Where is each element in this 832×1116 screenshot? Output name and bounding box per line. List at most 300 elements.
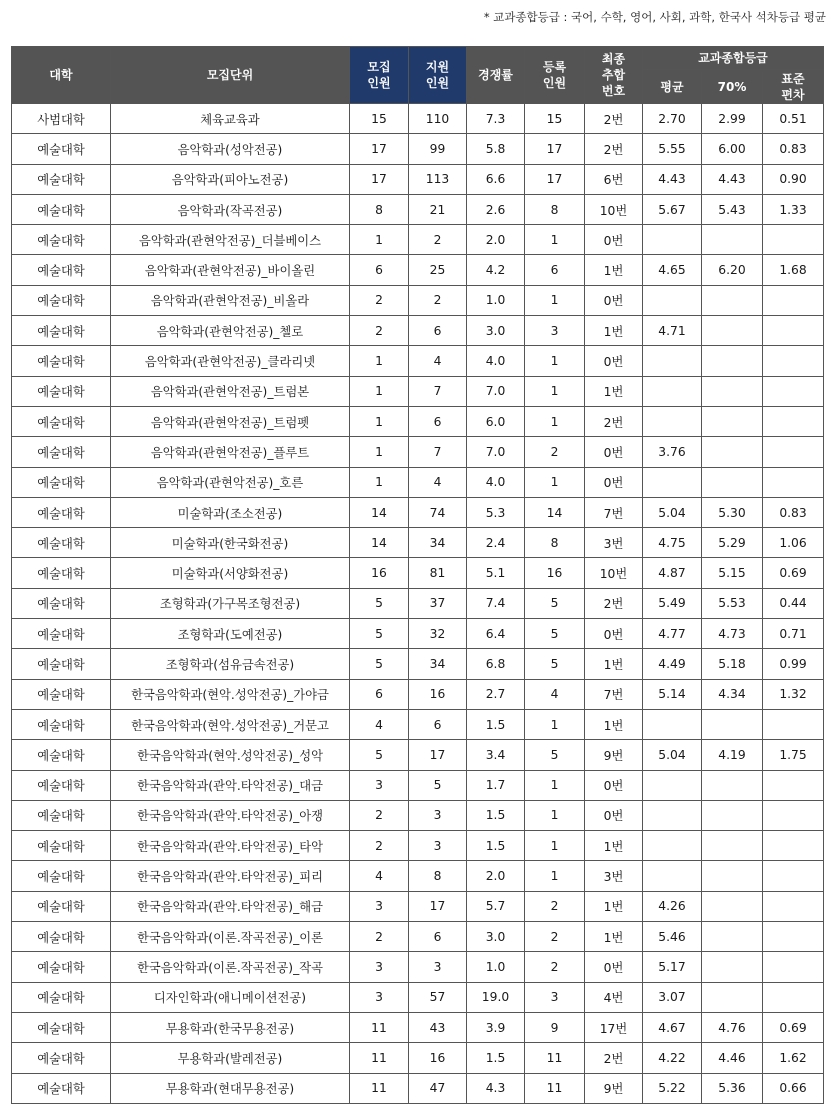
cell-ratio: 6.0 [467, 406, 525, 436]
cell-unit: 조형학과(섬유금속전공) [111, 649, 350, 679]
cell-grade-70-percent [702, 831, 763, 861]
cell-university: 예술대학 [12, 1012, 111, 1042]
cell-university: 예술대학 [12, 467, 111, 497]
cell-unit: 한국음악학과(관악.타악전공)_피리 [111, 861, 350, 891]
cell-ratio: 1.0 [467, 952, 525, 982]
cell-unit: 음악학과(성악전공) [111, 134, 350, 164]
header-final-rank: 최종 추합 번호 [585, 47, 643, 104]
cell-final-rank: 9번 [585, 740, 643, 770]
cell-grade-std [763, 861, 824, 891]
cell-unit: 음악학과(작곡전공) [111, 194, 350, 224]
cell-grade-70-percent: 5.30 [702, 497, 763, 527]
cell-grade-std: 0.44 [763, 588, 824, 618]
cell-final-rank: 0번 [585, 225, 643, 255]
cell-unit: 음악학과(관현악전공)_트럼본 [111, 376, 350, 406]
cell-grade-70-percent: 4.19 [702, 740, 763, 770]
cell-unit: 음악학과(관현악전공)_플루트 [111, 437, 350, 467]
cell-ratio: 7.4 [467, 588, 525, 618]
cell-ratio: 1.5 [467, 800, 525, 830]
cell-applicants: 4 [409, 467, 467, 497]
cell-applicants: 21 [409, 194, 467, 224]
table-row [12, 709, 824, 739]
cell-enrolled: 17 [525, 134, 585, 164]
cell-enrolled: 1 [525, 285, 585, 315]
cell-unit: 한국음악학과(관악.타악전공)_해금 [111, 891, 350, 921]
grade-footnote: * 교과종합등급 : 국어, 수학, 영어, 사회, 과학, 한국사 석차등급 평균 [483, 10, 826, 24]
cell-quota: 1 [350, 467, 409, 497]
cell-grade-average: 3.76 [643, 437, 702, 467]
cell-enrolled: 5 [525, 588, 585, 618]
cell-unit: 미술학과(한국화전공) [111, 528, 350, 558]
cell-ratio: 3.9 [467, 1012, 525, 1042]
cell-ratio: 5.1 [467, 558, 525, 588]
cell-grade-average: 4.65 [643, 255, 702, 285]
cell-enrolled: 11 [525, 1073, 585, 1103]
cell-applicants: 32 [409, 619, 467, 649]
cell-enrolled: 14 [525, 497, 585, 527]
table-row [12, 194, 824, 224]
cell-unit: 한국음악학과(현악.성악전공)_거문고 [111, 709, 350, 739]
cell-grade-std: 1.06 [763, 528, 824, 558]
cell-grade-std [763, 922, 824, 952]
cell-grade-average: 5.67 [643, 194, 702, 224]
cell-university: 예술대학 [12, 861, 111, 891]
cell-quota: 15 [350, 104, 409, 134]
cell-applicants: 25 [409, 255, 467, 285]
table-row [12, 528, 824, 558]
cell-quota: 16 [350, 558, 409, 588]
cell-enrolled: 1 [525, 709, 585, 739]
table-row [12, 861, 824, 891]
cell-quota: 17 [350, 134, 409, 164]
cell-grade-std [763, 316, 824, 346]
cell-final-rank: 0번 [585, 285, 643, 315]
cell-grade-70-percent [702, 406, 763, 436]
cell-quota: 6 [350, 255, 409, 285]
cell-unit: 무용학과(발레전공) [111, 1043, 350, 1073]
table-row [12, 1043, 824, 1073]
cell-final-rank: 7번 [585, 497, 643, 527]
cell-grade-std: 0.83 [763, 497, 824, 527]
cell-applicants: 34 [409, 649, 467, 679]
cell-unit: 미술학과(조소전공) [111, 497, 350, 527]
cell-enrolled: 2 [525, 952, 585, 982]
cell-ratio: 4.0 [467, 346, 525, 376]
cell-grade-70-percent: 6.20 [702, 255, 763, 285]
table-row [12, 770, 824, 800]
table-row [12, 346, 824, 376]
cell-enrolled: 5 [525, 649, 585, 679]
cell-ratio: 5.3 [467, 497, 525, 527]
cell-final-rank: 4번 [585, 982, 643, 1012]
cell-quota: 2 [350, 316, 409, 346]
cell-final-rank: 3번 [585, 528, 643, 558]
cell-ratio: 1.5 [467, 831, 525, 861]
cell-grade-std [763, 467, 824, 497]
cell-enrolled: 11 [525, 1043, 585, 1073]
cell-enrolled: 16 [525, 558, 585, 588]
cell-ratio: 4.3 [467, 1073, 525, 1103]
cell-grade-std: 0.69 [763, 1012, 824, 1042]
cell-enrolled: 2 [525, 922, 585, 952]
cell-ratio: 2.7 [467, 679, 525, 709]
cell-ratio: 1.5 [467, 1043, 525, 1073]
cell-university: 사범대학 [12, 104, 111, 134]
cell-unit: 체육교육과 [111, 104, 350, 134]
cell-grade-std [763, 285, 824, 315]
header-quota: 모집 인원 [350, 47, 409, 104]
cell-quota: 4 [350, 861, 409, 891]
cell-applicants: 3 [409, 800, 467, 830]
cell-university: 예술대학 [12, 619, 111, 649]
cell-enrolled: 17 [525, 164, 585, 194]
cell-applicants: 6 [409, 316, 467, 346]
table-row [12, 982, 824, 1012]
cell-unit: 한국음악학과(이론.작곡전공)_작곡 [111, 952, 350, 982]
cell-quota: 5 [350, 740, 409, 770]
cell-final-rank: 3번 [585, 861, 643, 891]
cell-final-rank: 0번 [585, 467, 643, 497]
cell-unit: 한국음악학과(관악.타악전공)_아쟁 [111, 800, 350, 830]
cell-grade-std [763, 831, 824, 861]
cell-grade-70-percent: 5.15 [702, 558, 763, 588]
cell-applicants: 2 [409, 225, 467, 255]
cell-applicants: 6 [409, 709, 467, 739]
cell-quota: 8 [350, 194, 409, 224]
header-grade-average: 평균 [643, 70, 702, 104]
cell-applicants: 16 [409, 1043, 467, 1073]
cell-enrolled: 1 [525, 831, 585, 861]
cell-grade-std [763, 376, 824, 406]
cell-final-rank: 1번 [585, 255, 643, 285]
cell-grade-70-percent: 5.18 [702, 649, 763, 679]
cell-university: 예술대학 [12, 891, 111, 921]
cell-enrolled: 8 [525, 528, 585, 558]
cell-grade-70-percent [702, 346, 763, 376]
table-row [12, 316, 824, 346]
cell-final-rank: 0번 [585, 770, 643, 800]
cell-university: 예술대학 [12, 406, 111, 436]
table-row [12, 164, 824, 194]
cell-grade-average [643, 831, 702, 861]
cell-grade-average: 4.77 [643, 619, 702, 649]
cell-unit: 음악학과(피아노전공) [111, 164, 350, 194]
cell-quota: 14 [350, 528, 409, 558]
cell-grade-std [763, 406, 824, 436]
cell-grade-std [763, 770, 824, 800]
cell-grade-70-percent: 5.43 [702, 194, 763, 224]
cell-university: 예술대학 [12, 679, 111, 709]
cell-enrolled: 15 [525, 104, 585, 134]
cell-grade-std [763, 800, 824, 830]
cell-ratio: 6.4 [467, 619, 525, 649]
cell-university: 예술대학 [12, 194, 111, 224]
cell-grade-70-percent: 5.36 [702, 1073, 763, 1103]
cell-grade-average: 5.04 [643, 740, 702, 770]
cell-unit: 한국음악학과(현악.성악전공)_성악 [111, 740, 350, 770]
cell-applicants: 34 [409, 528, 467, 558]
cell-applicants: 81 [409, 558, 467, 588]
cell-grade-average: 4.43 [643, 164, 702, 194]
cell-final-rank: 6번 [585, 164, 643, 194]
cell-final-rank: 10번 [585, 194, 643, 224]
cell-ratio: 1.0 [467, 285, 525, 315]
cell-final-rank: 0번 [585, 346, 643, 376]
table-row [12, 437, 824, 467]
cell-grade-std [763, 709, 824, 739]
cell-applicants: 43 [409, 1012, 467, 1042]
cell-grade-70-percent [702, 285, 763, 315]
cell-applicants: 16 [409, 679, 467, 709]
cell-university: 예술대학 [12, 497, 111, 527]
cell-quota: 1 [350, 437, 409, 467]
cell-unit: 음악학과(관현악전공)_트럼펫 [111, 406, 350, 436]
cell-grade-70-percent: 4.73 [702, 619, 763, 649]
cell-final-rank: 1번 [585, 891, 643, 921]
cell-applicants: 110 [409, 104, 467, 134]
cell-university: 예술대학 [12, 225, 111, 255]
cell-quota: 4 [350, 709, 409, 739]
cell-applicants: 37 [409, 588, 467, 618]
cell-quota: 3 [350, 770, 409, 800]
header-university: 대학 [12, 47, 111, 104]
cell-quota: 5 [350, 619, 409, 649]
cell-unit: 음악학과(관현악전공)_비올라 [111, 285, 350, 315]
header-grade-70-percent: 70% [702, 70, 763, 104]
cell-grade-average: 2.70 [643, 104, 702, 134]
cell-grade-70-percent: 5.53 [702, 588, 763, 618]
cell-unit: 음악학과(관현악전공)_클라리넷 [111, 346, 350, 376]
cell-applicants: 113 [409, 164, 467, 194]
cell-enrolled: 2 [525, 891, 585, 921]
cell-final-rank: 1번 [585, 709, 643, 739]
cell-university: 예술대학 [12, 588, 111, 618]
cell-grade-70-percent [702, 709, 763, 739]
cell-grade-70-percent [702, 861, 763, 891]
cell-final-rank: 1번 [585, 649, 643, 679]
cell-unit: 한국음악학과(현악.성악전공)_가야금 [111, 679, 350, 709]
cell-grade-std: 1.32 [763, 679, 824, 709]
cell-unit: 무용학과(현대무용전공) [111, 1073, 350, 1103]
cell-enrolled: 5 [525, 619, 585, 649]
cell-grade-std: 1.68 [763, 255, 824, 285]
cell-university: 예술대학 [12, 346, 111, 376]
cell-grade-average [643, 225, 702, 255]
cell-ratio: 2.0 [467, 225, 525, 255]
cell-final-rank: 2번 [585, 406, 643, 436]
cell-ratio: 2.6 [467, 194, 525, 224]
cell-grade-average [643, 285, 702, 315]
cell-grade-average [643, 346, 702, 376]
cell-university: 예술대학 [12, 316, 111, 346]
cell-university: 예술대학 [12, 922, 111, 952]
cell-grade-average: 5.17 [643, 952, 702, 982]
cell-grade-70-percent [702, 376, 763, 406]
cell-university: 예술대학 [12, 1073, 111, 1103]
cell-final-rank: 10번 [585, 558, 643, 588]
cell-grade-average [643, 406, 702, 436]
cell-unit: 디자인학과(애니메이션전공) [111, 982, 350, 1012]
table-row [12, 800, 824, 830]
cell-enrolled: 1 [525, 467, 585, 497]
cell-ratio: 5.7 [467, 891, 525, 921]
cell-enrolled: 2 [525, 437, 585, 467]
cell-unit: 무용학과(한국무용전공) [111, 1012, 350, 1042]
cell-final-rank: 0번 [585, 800, 643, 830]
table-row [12, 497, 824, 527]
cell-quota: 17 [350, 164, 409, 194]
table-row [12, 285, 824, 315]
cell-quota: 5 [350, 588, 409, 618]
cell-unit: 한국음악학과(관악.타악전공)_대금 [111, 770, 350, 800]
cell-applicants: 57 [409, 982, 467, 1012]
cell-ratio: 1.5 [467, 709, 525, 739]
cell-grade-average: 5.55 [643, 134, 702, 164]
cell-enrolled: 1 [525, 346, 585, 376]
cell-applicants: 3 [409, 831, 467, 861]
cell-grade-std: 0.51 [763, 104, 824, 134]
table-row [12, 104, 824, 134]
cell-final-rank: 1번 [585, 316, 643, 346]
cell-final-rank: 9번 [585, 1073, 643, 1103]
cell-university: 예술대학 [12, 164, 111, 194]
cell-ratio: 2.4 [467, 528, 525, 558]
cell-ratio: 3.4 [467, 740, 525, 770]
cell-final-rank: 7번 [585, 679, 643, 709]
table-row [12, 376, 824, 406]
cell-grade-70-percent [702, 437, 763, 467]
table-row [12, 679, 824, 709]
table-row [12, 255, 824, 285]
cell-unit: 미술학과(서양화전공) [111, 558, 350, 588]
table-row [12, 467, 824, 497]
cell-final-rank: 2번 [585, 588, 643, 618]
cell-grade-average [643, 770, 702, 800]
cell-grade-70-percent [702, 316, 763, 346]
cell-applicants: 99 [409, 134, 467, 164]
cell-university: 예술대학 [12, 285, 111, 315]
cell-university: 예술대학 [12, 709, 111, 739]
cell-grade-70-percent [702, 225, 763, 255]
cell-enrolled: 1 [525, 376, 585, 406]
cell-final-rank: 1번 [585, 831, 643, 861]
cell-quota: 1 [350, 376, 409, 406]
cell-quota: 1 [350, 406, 409, 436]
cell-enrolled: 1 [525, 770, 585, 800]
cell-ratio: 6.6 [467, 164, 525, 194]
cell-grade-std: 1.62 [763, 1043, 824, 1073]
cell-grade-std [763, 952, 824, 982]
cell-applicants: 6 [409, 922, 467, 952]
cell-grade-70-percent: 4.43 [702, 164, 763, 194]
header-ratio: 경쟁률 [467, 47, 525, 104]
table-row [12, 891, 824, 921]
cell-grade-average [643, 376, 702, 406]
cell-applicants: 4 [409, 346, 467, 376]
table-row [12, 831, 824, 861]
cell-grade-70-percent: 4.34 [702, 679, 763, 709]
cell-grade-average [643, 800, 702, 830]
cell-university: 예술대학 [12, 800, 111, 830]
cell-quota: 11 [350, 1073, 409, 1103]
table-row [12, 1012, 824, 1042]
table-row [12, 558, 824, 588]
cell-applicants: 7 [409, 437, 467, 467]
cell-applicants: 5 [409, 770, 467, 800]
cell-final-rank: 2번 [585, 134, 643, 164]
cell-grade-std: 1.33 [763, 194, 824, 224]
cell-grade-average [643, 467, 702, 497]
cell-grade-70-percent [702, 982, 763, 1012]
cell-grade-average: 4.22 [643, 1043, 702, 1073]
cell-quota: 1 [350, 346, 409, 376]
cell-grade-average [643, 709, 702, 739]
header-grade-std: 표준 편차 [763, 70, 824, 104]
cell-ratio: 4.2 [467, 255, 525, 285]
cell-university: 예술대학 [12, 558, 111, 588]
cell-applicants: 17 [409, 740, 467, 770]
cell-university: 예술대학 [12, 649, 111, 679]
table-row [12, 619, 824, 649]
cell-grade-average: 4.26 [643, 891, 702, 921]
cell-grade-70-percent: 4.76 [702, 1012, 763, 1042]
cell-grade-average: 4.67 [643, 1012, 702, 1042]
cell-applicants: 47 [409, 1073, 467, 1103]
cell-unit: 음악학과(관현악전공)_호른 [111, 467, 350, 497]
cell-quota: 5 [350, 649, 409, 679]
cell-ratio: 7.0 [467, 376, 525, 406]
cell-grade-70-percent [702, 800, 763, 830]
cell-grade-70-percent: 4.46 [702, 1043, 763, 1073]
table-row [12, 922, 824, 952]
cell-grade-std: 0.69 [763, 558, 824, 588]
cell-ratio: 6.8 [467, 649, 525, 679]
table-row [12, 952, 824, 982]
cell-applicants: 2 [409, 285, 467, 315]
cell-quota: 2 [350, 285, 409, 315]
table-row [12, 406, 824, 436]
cell-grade-average: 3.07 [643, 982, 702, 1012]
cell-grade-std: 1.75 [763, 740, 824, 770]
cell-ratio: 2.0 [467, 861, 525, 891]
header-applicants: 지원 인원 [409, 47, 467, 104]
cell-ratio: 19.0 [467, 982, 525, 1012]
table-row [12, 740, 824, 770]
cell-unit: 조형학과(가구목조형전공) [111, 588, 350, 618]
cell-grade-average: 5.46 [643, 922, 702, 952]
cell-final-rank: 17번 [585, 1012, 643, 1042]
cell-enrolled: 3 [525, 982, 585, 1012]
cell-grade-70-percent [702, 467, 763, 497]
cell-ratio: 5.8 [467, 134, 525, 164]
cell-enrolled: 3 [525, 316, 585, 346]
cell-university: 예술대학 [12, 1043, 111, 1073]
cell-grade-70-percent: 6.00 [702, 134, 763, 164]
cell-unit: 한국음악학과(이론.작곡전공)_이론 [111, 922, 350, 952]
cell-applicants: 74 [409, 497, 467, 527]
cell-enrolled: 6 [525, 255, 585, 285]
cell-grade-average: 5.22 [643, 1073, 702, 1103]
cell-applicants: 3 [409, 952, 467, 982]
cell-university: 예술대학 [12, 770, 111, 800]
cell-unit: 한국음악학과(관악.타악전공)_타악 [111, 831, 350, 861]
cell-enrolled: 1 [525, 800, 585, 830]
cell-university: 예술대학 [12, 831, 111, 861]
cell-ratio: 3.0 [467, 316, 525, 346]
cell-grade-std: 0.83 [763, 134, 824, 164]
cell-university: 예술대학 [12, 952, 111, 982]
cell-quota: 11 [350, 1043, 409, 1073]
